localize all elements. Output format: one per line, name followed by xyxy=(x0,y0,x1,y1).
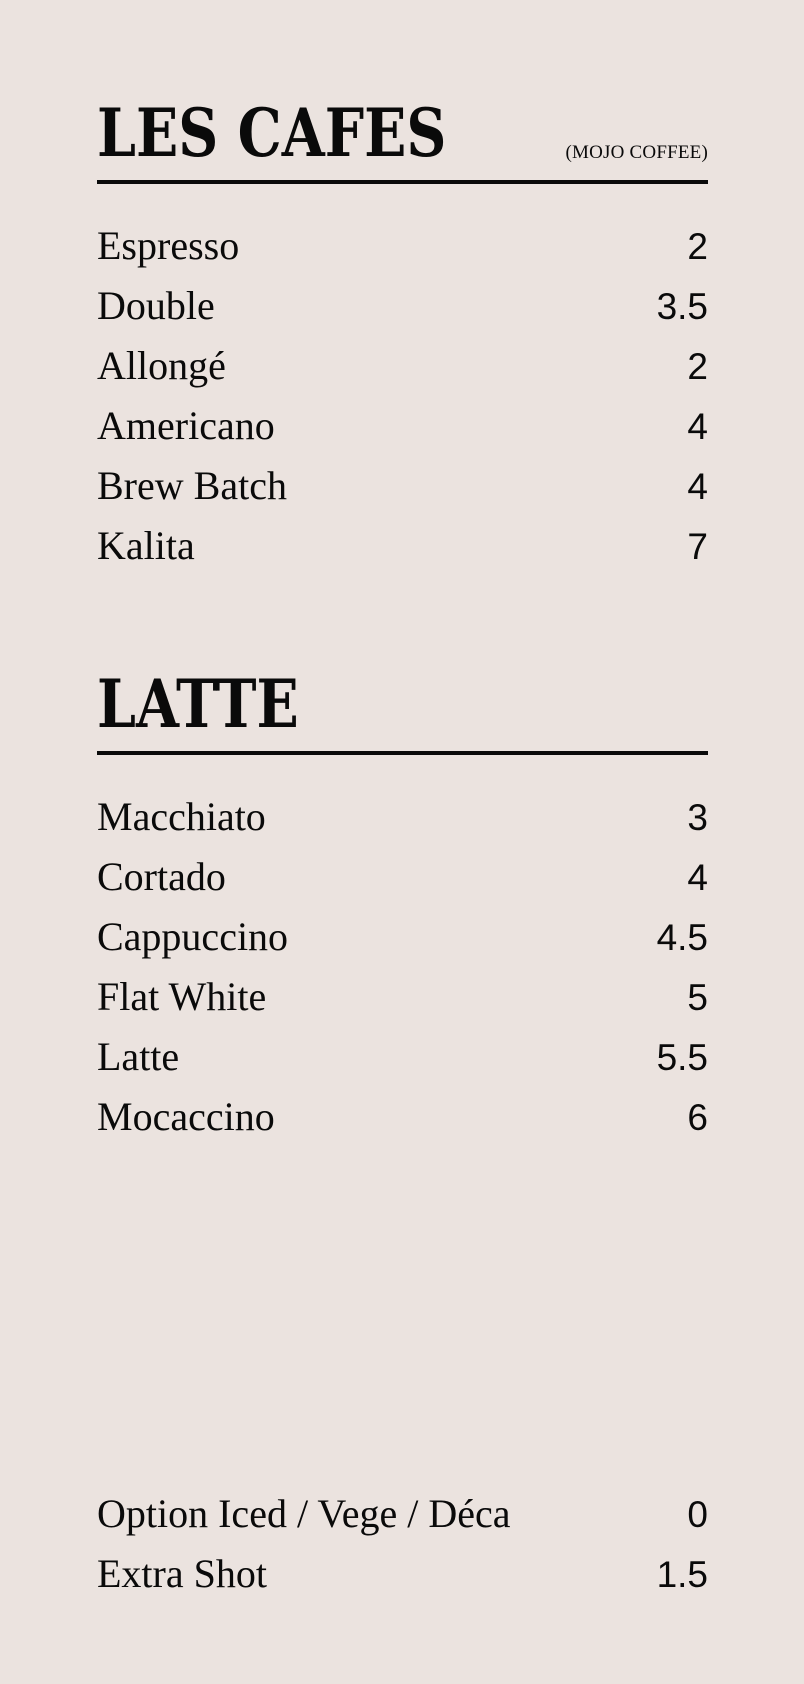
menu-item xyxy=(97,847,708,907)
item-price: 0 xyxy=(687,1494,708,1535)
section-header xyxy=(97,667,708,755)
option-item xyxy=(97,1484,708,1544)
menu-item xyxy=(97,336,708,396)
item-name: Americano xyxy=(97,403,275,448)
section-header xyxy=(97,96,708,184)
item-name: Brew Batch xyxy=(97,463,287,508)
item-name: Latte xyxy=(97,1034,180,1079)
item-price: 5 xyxy=(687,977,708,1018)
menu-item xyxy=(97,516,708,576)
item-name: Flat White xyxy=(97,974,267,1019)
section-title: LATTE xyxy=(97,665,299,743)
item-name: Double xyxy=(97,283,215,328)
item-price: 4 xyxy=(687,466,708,507)
menu-item xyxy=(97,216,708,276)
item-price: 3.5 xyxy=(656,286,708,327)
item-name: Cortado xyxy=(97,854,226,899)
item-name: Extra Shot xyxy=(97,1551,267,1596)
section-les-cafes xyxy=(97,96,708,576)
item-name: Cappuccino xyxy=(97,914,289,959)
item-price: 7 xyxy=(687,526,708,567)
item-price: 2 xyxy=(687,346,708,387)
item-price: 1.5 xyxy=(656,1554,708,1595)
item-name: Espresso xyxy=(97,223,240,268)
menu-list xyxy=(97,787,708,1147)
section-note: (MOJO COFFEE) xyxy=(565,142,708,163)
menu-list xyxy=(97,216,708,576)
item-price: 4.5 xyxy=(656,917,708,958)
menu-item xyxy=(97,1087,708,1147)
item-name: Allongé xyxy=(97,343,226,388)
section-latte xyxy=(97,667,708,1147)
menu-item xyxy=(97,276,708,336)
item-price: 5.5 xyxy=(656,1037,708,1078)
section-title: LES CAFES xyxy=(97,94,447,172)
item-price: 4 xyxy=(687,406,708,447)
menu-item xyxy=(97,396,708,456)
item-name: Mocaccino xyxy=(97,1094,275,1139)
item-name: Kalita xyxy=(97,523,195,568)
item-name: Macchiato xyxy=(97,794,266,839)
menu-item xyxy=(97,787,708,847)
menu-item xyxy=(97,456,708,516)
item-price: 4 xyxy=(687,857,708,898)
section-options xyxy=(97,1484,708,1604)
option-item xyxy=(97,1544,708,1604)
item-price: 3 xyxy=(687,797,708,838)
item-price: 6 xyxy=(687,1097,708,1138)
menu-item xyxy=(97,967,708,1027)
item-name: Option Iced / Vege / Déca xyxy=(97,1491,511,1536)
options-list xyxy=(97,1484,708,1604)
menu-item xyxy=(97,1027,708,1087)
menu-item xyxy=(97,907,708,967)
item-price: 2 xyxy=(687,226,708,267)
